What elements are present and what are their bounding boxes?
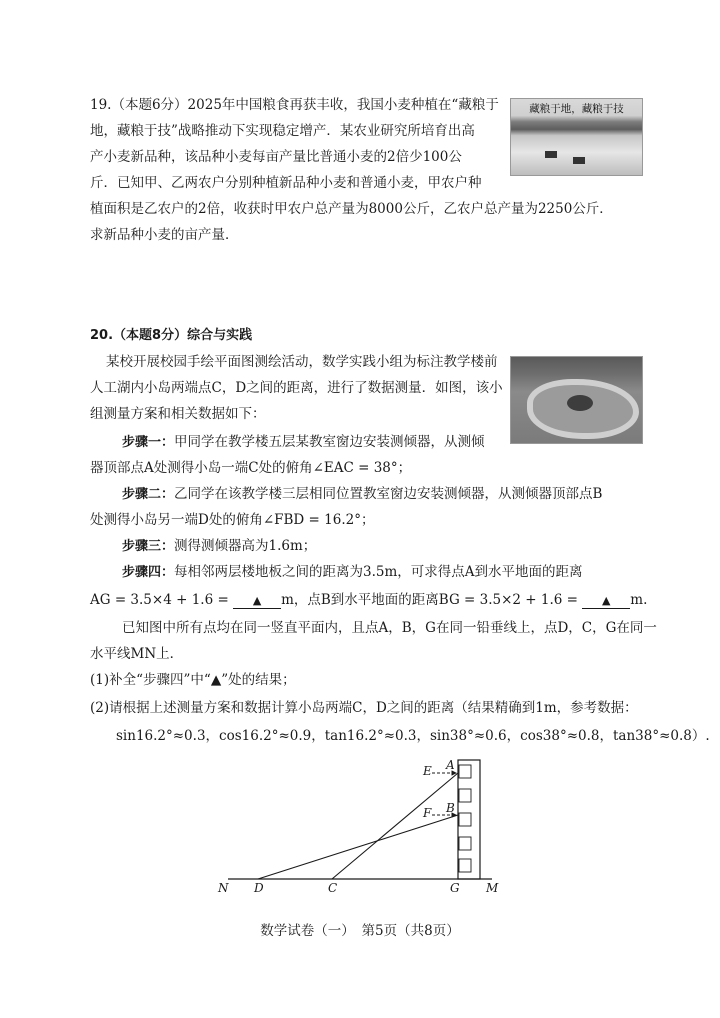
sight-line-bd: [258, 815, 458, 879]
answer-blank-ag: [233, 593, 281, 609]
q20-intro-2: 人工湖内小岛两端点C，D之间的距离，进行了数据测量．如图，该小: [90, 380, 503, 396]
label-b: B: [446, 801, 455, 815]
tractor-shape: [545, 151, 557, 158]
building-window: [459, 859, 471, 872]
step4-bg-formula: m，点B到水平地面的距离BG = 3.5×2 + 1.6 =: [281, 592, 578, 608]
step4-label: 步骤四：: [122, 565, 175, 580]
sub-question-1: (1)补全“步骤四”中“▲”处的结果；: [90, 672, 296, 688]
step4-ag-formula: AG = 3.5×4 + 1.6 =: [90, 592, 229, 608]
q19-line-5: 植面积是乙农户的2倍，收获时甲农户总产量为8000公斤，乙农户总产量为2250公斤．: [90, 201, 613, 217]
step4-line-2: [90, 590, 647, 610]
tractor-shape: [573, 157, 585, 164]
known-line-1: 已知图中所有点均在同一竖直平面内，且点A，B，G在同一铅垂线上，点D，C，G在同一: [122, 620, 657, 636]
q20-intro-1: 某校开展校园手绘平面图测绘活动，数学实践小组为标注教学楼前: [106, 354, 498, 370]
step4-text-a: 每相邻两层楼地板之间的距离为3.5m，可求得点A到水平地面的距离: [174, 564, 583, 580]
step2-line-1: [122, 484, 602, 505]
building-window: [459, 765, 471, 778]
q19-line-3: 产小麦新品种，该品种小麦每亩产量比普通小麦的2倍少100公: [90, 149, 462, 165]
q20-heading: 20.（本题8分）综合与实践: [90, 328, 253, 343]
label-m: M: [486, 881, 499, 895]
measurement-diagram: [210, 755, 510, 900]
label-g: G: [450, 881, 460, 895]
step2-text-a: 乙同学在该教学楼三层相同位置教室窗边安装测倾器，从测倾器顶部点B: [174, 486, 603, 502]
label-e: E: [423, 764, 432, 778]
wheat-field-photo: [510, 98, 643, 176]
triangle-mark: ▲: [602, 594, 611, 607]
step4-unit: m.: [630, 592, 648, 608]
label-f: F: [423, 806, 432, 820]
step2-line-2: 处测得小岛另一端D处的俯角∠FBD = 16.2°；: [90, 512, 375, 528]
building-window: [459, 813, 471, 826]
step1-line-1: [122, 432, 485, 453]
building-window: [459, 837, 471, 850]
label-d: D: [254, 881, 264, 895]
q19-line-1: 19.（本题6分）2025年中国粮食再获丰收，我国小麦种植在“藏粮于: [90, 97, 499, 113]
sub-question-2b: sin16.2°≈0.3，cos16.2°≈0.9，tan16.2°≈0.3，sin38°≈0.6，cos38°≈0.8，tan38°≈0.8）.: [116, 728, 710, 744]
building-window: [459, 789, 471, 802]
triangle-mark: ▲: [252, 594, 262, 607]
step1-text-a: 甲同学在教学楼五层某教室窗边安装测倾器，从测倾: [174, 434, 485, 450]
q19-line-6: 求新品种小麦的亩产量．: [90, 227, 239, 243]
lake-island-photo: [510, 356, 643, 444]
step4-line-1: [122, 562, 583, 583]
q19-line-2: 地，藏粮于技”战略推动下实现稳定增产．某农业研究所培育出高: [90, 123, 475, 139]
island-shape: [567, 395, 593, 411]
sight-line-ac: [332, 773, 458, 879]
label-n: N: [218, 881, 229, 895]
step1-line-2: 器顶部点A处测得小岛一端C处的俯角∠EAC = 38°；: [90, 460, 412, 476]
known-line-2: 水平线MN上．: [90, 646, 184, 662]
photo-caption: 藏粮于地，藏粮于技: [529, 103, 624, 115]
step3-text: 测得测倾器高为1.6m；: [174, 538, 317, 554]
step1-label: 步骤一：: [122, 435, 175, 450]
page-footer: 数学试卷（一） 第5页（共8页）: [260, 923, 460, 939]
step2-label: 步骤二：: [122, 487, 175, 502]
step3-label: 步骤三：: [122, 539, 175, 554]
label-c: C: [328, 881, 338, 895]
q20-intro-3: 组测量方案和相关数据如下：: [90, 406, 266, 422]
q19-line-4: 斤．已知甲、乙两农户分别种植新品种小麦和普通小麦，甲农户种: [90, 175, 482, 191]
label-a: A: [446, 758, 455, 772]
step3-line: [122, 536, 316, 557]
sub-question-2a: (2)请根据上述测量方案和数据计算小岛两端C，D之间的距离（结果精确到1m，参考数据：: [90, 700, 638, 716]
answer-blank-bg: [582, 593, 630, 609]
